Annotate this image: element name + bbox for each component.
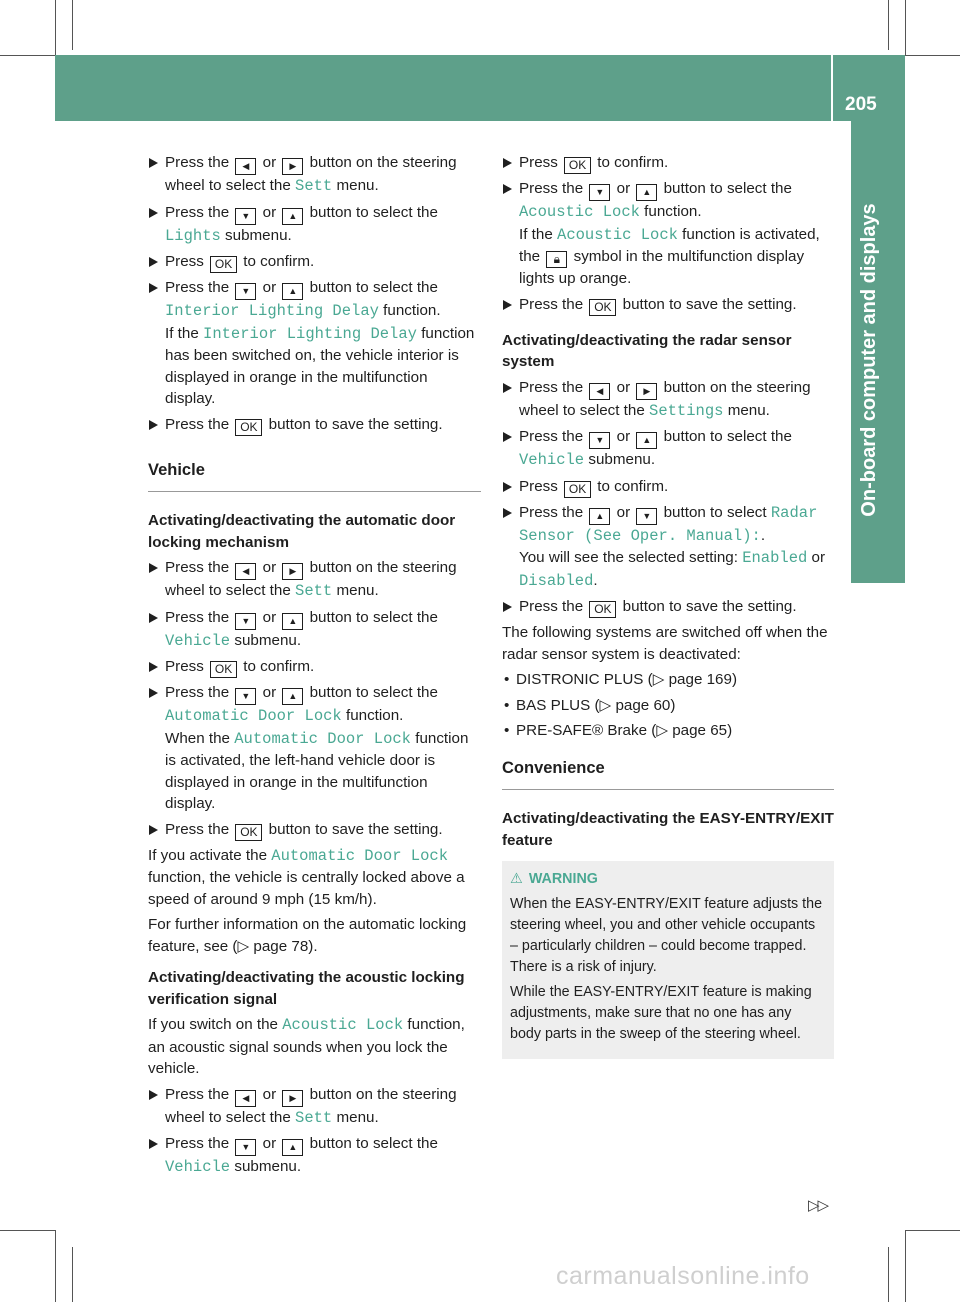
subsection-heading: Activating/deactivating the acoustic locking verification signal: [148, 969, 465, 1008]
warning-icon: ⚠︎: [510, 871, 523, 887]
step-text: submenu.: [234, 631, 302, 649]
step-text: symbol in the multifunction display lights up orange.: [519, 248, 805, 287]
crop-mark: [72, 0, 73, 50]
crop-mark: [55, 1230, 56, 1302]
up-arrow-key-icon: ▲: [636, 432, 657, 449]
step-text: Press the: [519, 180, 584, 197]
step-text: Press the: [165, 415, 230, 433]
step-text: Press the: [165, 203, 230, 221]
step-text: .: [593, 571, 598, 589]
display-function-name: Radar Sensor (See Oper. Manual):: [519, 503, 818, 545]
crop-mark: [72, 1247, 73, 1302]
header-divider: [831, 55, 833, 121]
display-menu-name: Vehicle: [519, 451, 585, 469]
step-text: button to select the: [663, 428, 792, 445]
step-text: Press the: [519, 598, 584, 615]
step-text: menu.: [336, 582, 379, 599]
warning-box: [502, 861, 834, 1059]
step-text: submenu.: [225, 226, 292, 244]
instruction-step: [148, 1084, 481, 1130]
ok-key-icon: OK: [210, 661, 237, 678]
display-function-name: Automatic Door Lock: [165, 707, 342, 725]
step-text: or: [262, 684, 277, 701]
step-text: button to select the: [309, 1135, 438, 1152]
step-text: button to save the setting.: [622, 598, 797, 615]
warning-heading: [510, 869, 824, 890]
crop-mark: [888, 0, 889, 50]
crop-mark: [905, 1230, 906, 1302]
display-menu-name: Sett: [295, 582, 333, 600]
step-text: Press the: [165, 1135, 230, 1152]
step-text: or: [262, 154, 277, 171]
step-text: or: [262, 1085, 277, 1103]
step-text: function.: [345, 707, 404, 724]
step-text: to confirm.: [597, 477, 669, 495]
display-menu-name: Sett: [295, 1108, 333, 1127]
crop-mark: [888, 1247, 889, 1302]
right-arrow-key-icon: ▶: [282, 1090, 303, 1107]
display-setting-value: Enabled: [742, 549, 808, 567]
instruction-step: [502, 596, 834, 618]
instruction-step: [148, 557, 481, 603]
instruction-step: [148, 1133, 481, 1179]
list-item: • BAS PLUS (▷ page 60): [502, 695, 834, 717]
step-text: Press: [165, 253, 204, 270]
crop-mark: [0, 55, 55, 56]
display-function-name: Interior Lighting Delay: [203, 324, 417, 343]
step-text: button to select: [663, 503, 767, 521]
ok-key-icon: OK: [235, 419, 262, 436]
down-arrow-key-icon: ▼: [235, 208, 256, 225]
right-arrow-key-icon: ▶: [282, 158, 303, 175]
instruction-step: [148, 202, 481, 248]
step-text: Press the: [519, 378, 584, 396]
instruction-step: [148, 819, 481, 841]
left-arrow-key-icon: ◀: [235, 563, 256, 580]
section-title-convenience: Convenience: [502, 758, 834, 791]
up-arrow-key-icon: ▲: [282, 208, 303, 225]
step-text: menu.: [336, 177, 379, 194]
left-arrow-key-icon: ◀: [589, 383, 610, 400]
display-setting-value: Disabled: [519, 571, 594, 590]
ok-key-icon: OK: [589, 299, 616, 316]
display-menu-name: Lights: [165, 226, 221, 245]
list-item: • PRE-SAFE® Brake (▷ page 65): [502, 720, 834, 742]
step-text: function is activated, the left-hand vehicle door is displayed in orange in the multifunction display.: [165, 729, 469, 812]
instruction-step: [502, 294, 834, 316]
crop-mark: [905, 1230, 960, 1231]
crop-mark: [0, 1230, 55, 1231]
instruction-step: [502, 476, 834, 498]
body-paragraph: The following systems are switched off when the radar sensor system is deactivated:: [502, 624, 828, 663]
body-paragraph: For further information on the automatic locking feature, see (▷ page 78).: [148, 916, 467, 955]
up-arrow-key-icon: ▲: [636, 184, 657, 201]
side-tab-marker: [851, 540, 905, 583]
step-text: or: [616, 503, 631, 521]
step-text: function has been switched on, the vehicle interior is displayed in orange in the multifunction display.: [165, 324, 475, 407]
up-arrow-key-icon: ▲: [282, 613, 303, 630]
warning-text: While the EASY-ENTRY/EXIT feature is making adjustments, make sure that no one has any body parts in the sweep of the steering wheel.: [510, 984, 812, 1042]
step-text: Press: [519, 477, 558, 495]
side-tab-label: On-board computer and displays: [858, 203, 880, 517]
display-function-name: Automatic Door Lock: [271, 846, 449, 865]
step-text: or: [262, 279, 277, 296]
watermark: carmanualsonline.info: [556, 1262, 810, 1290]
instruction-step: [148, 607, 481, 653]
step-text: or: [811, 549, 826, 566]
instruction-step: [148, 152, 481, 198]
step-text: When the: [165, 729, 231, 747]
step-text: or: [262, 1135, 277, 1152]
instruction-step: [148, 277, 481, 410]
step-text: Press: [165, 658, 204, 675]
page-header-title: Menus and submenus: [652, 33, 878, 56]
down-arrow-key-icon: ▼: [636, 508, 657, 525]
step-text: Press the: [519, 295, 584, 313]
step-text: button on the steering wheel to select the: [165, 1085, 457, 1126]
step-text: menu.: [727, 401, 770, 419]
step-text: Press the: [165, 684, 230, 701]
step-text: button to select the: [663, 180, 792, 197]
subsection-heading: Activating/deactivating the radar sensor system: [502, 331, 792, 370]
left-column: [148, 152, 481, 1183]
paragraph-text: function, the vehicle is centrally locked above a speed of around 9 mph (15 km/h).: [148, 869, 465, 908]
step-text: button to save the setting.: [268, 820, 443, 838]
ok-key-icon: OK: [564, 481, 591, 498]
left-arrow-key-icon: ◀: [235, 158, 256, 175]
step-text: button on the steering wheel to select the: [165, 154, 457, 194]
step-text: Press the: [519, 503, 584, 521]
continue-icon: ▷▷: [808, 1197, 828, 1214]
down-arrow-key-icon: ▼: [235, 1139, 256, 1156]
step-text: function.: [383, 302, 441, 319]
step-text: button to select the: [309, 203, 438, 221]
step-text: function.: [644, 203, 702, 220]
display-function-name: Automatic Door Lock: [234, 729, 411, 748]
instruction-step: [502, 426, 834, 472]
list-item: • DISTRONIC PLUS (▷ page 169): [502, 669, 834, 691]
right-arrow-key-icon: ▶: [282, 563, 303, 580]
step-text: Press the: [165, 820, 230, 838]
step-text: Press the: [165, 559, 230, 576]
warning-title: WARNING: [528, 871, 598, 887]
step-text: Press the: [519, 428, 584, 445]
section-title-vehicle: Vehicle: [148, 460, 481, 493]
step-text: button on the steering wheel to select the: [519, 378, 811, 419]
step-text: You will see the selected setting:: [519, 549, 738, 566]
step-text: or: [262, 559, 277, 576]
instruction-step: [148, 656, 481, 678]
step-text: button on the steering wheel to select the: [165, 559, 457, 599]
left-arrow-key-icon: ◀: [235, 1090, 256, 1107]
instruction-step: [148, 682, 481, 815]
step-text: Press the: [165, 154, 230, 171]
display-menu-name: Vehicle: [165, 1158, 231, 1176]
step-text: .: [760, 526, 766, 544]
body-paragraph: [148, 1014, 481, 1080]
down-arrow-key-icon: ▼: [235, 688, 256, 705]
step-text: button to select the: [309, 684, 438, 701]
ok-key-icon: OK: [210, 256, 237, 273]
up-arrow-key-icon: ▲: [282, 283, 303, 300]
step-text: or: [262, 608, 277, 626]
step-text: or: [616, 180, 631, 197]
display-menu-name: Sett: [295, 177, 333, 195]
step-text: to confirm.: [597, 154, 669, 171]
ok-key-icon: OK: [589, 601, 616, 618]
step-text: or: [616, 428, 631, 445]
up-arrow-key-icon: ▲: [589, 508, 610, 525]
step-text: Press the: [165, 608, 230, 626]
instruction-step: [148, 414, 481, 436]
subsection-heading: Activating/deactivating the automatic door locking mechanism: [148, 512, 456, 551]
instruction-step: [502, 178, 834, 290]
right-column: [502, 152, 834, 1059]
step-text: Press the: [165, 279, 230, 296]
ok-key-icon: OK: [235, 824, 262, 841]
down-arrow-key-icon: ▼: [589, 184, 610, 201]
crop-mark: [905, 0, 906, 55]
down-arrow-key-icon: ▼: [235, 613, 256, 630]
step-text: Press: [519, 154, 558, 171]
right-arrow-key-icon: ▶: [636, 383, 657, 400]
step-text: Press the: [165, 1085, 230, 1103]
paragraph-text: function, an acoustic signal sounds when you lock the vehicle.: [148, 1016, 465, 1077]
step-text: or: [616, 378, 631, 396]
paragraph-text: If you activate the: [148, 846, 268, 864]
subsection-heading: Activating/deactivating the EASY-ENTRY/EXIT feature: [502, 810, 834, 849]
crop-mark: [55, 0, 56, 55]
display-menu-name: Settings: [649, 401, 724, 420]
down-arrow-key-icon: ▼: [589, 432, 610, 449]
step-text: button to select the: [309, 279, 438, 296]
up-arrow-key-icon: ▲: [282, 1139, 303, 1156]
down-arrow-key-icon: ▼: [235, 283, 256, 300]
display-function-name: Acoustic Lock: [557, 225, 678, 244]
warning-text: When the EASY-ENTRY/EXIT feature adjusts the steering wheel, you and other vehicle occupants – particularly children – could become trapped. There is a risk of injury.: [510, 896, 823, 975]
step-text: If the: [165, 324, 199, 342]
step-text: submenu.: [234, 1158, 302, 1175]
step-text: button to select the: [309, 608, 438, 626]
step-text: function is activated, the: [519, 225, 820, 265]
instruction-step: [502, 502, 834, 593]
page-number: 205: [845, 94, 877, 115]
crop-mark: [905, 55, 960, 56]
instruction-step: [148, 251, 481, 273]
instruction-step: [502, 152, 834, 174]
step-text: submenu.: [588, 451, 656, 468]
step-text: If the: [519, 225, 553, 243]
display-function-name: Acoustic Lock: [282, 1016, 404, 1034]
step-text: button to save the setting.: [268, 415, 443, 433]
up-arrow-key-icon: ▲: [282, 688, 303, 705]
ok-key-icon: OK: [564, 157, 591, 174]
display-function-name: Interior Lighting Delay: [165, 302, 379, 320]
step-text: or: [262, 203, 277, 221]
step-text: menu.: [336, 1108, 379, 1126]
display-menu-name: Vehicle: [165, 631, 231, 650]
lock-icon: 🔒︎: [546, 251, 567, 268]
header-bar: [55, 55, 905, 121]
paragraph-text: If you switch on the: [148, 1016, 279, 1033]
instruction-step: [502, 377, 834, 423]
step-text: button to save the setting.: [622, 295, 797, 313]
step-text: to confirm.: [243, 253, 315, 270]
step-text: to confirm.: [243, 658, 315, 675]
body-paragraph: [148, 845, 481, 911]
display-function-name: Acoustic Lock: [519, 203, 640, 221]
